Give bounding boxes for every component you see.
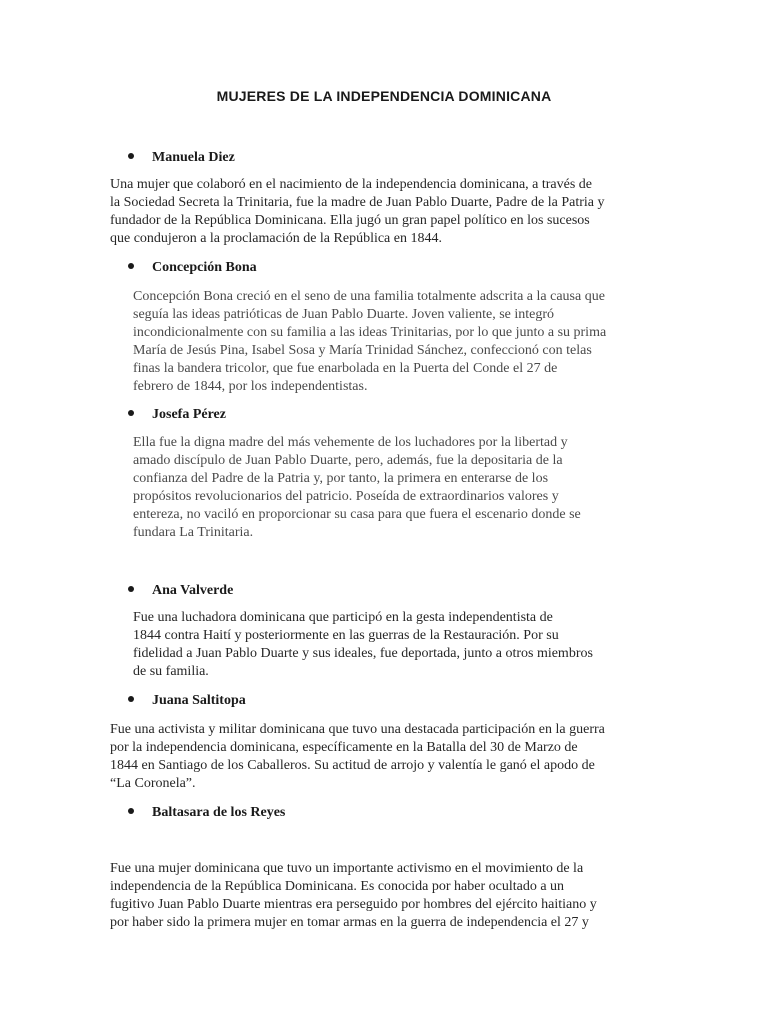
section-paragraph-ana-valverde: Fue una luchadora dominicana que participó en la gesta independentista de 1844 contra Haití y posteriormente en las guerras de la Restauración. Por su fidelidad a Juan Pablo Duarte y sus ideales, fue deportada, junto a otros miembros de su familia. — [133, 610, 593, 679]
section-heading-manuela-diez: Manuela Diez — [128, 149, 235, 167]
section-heading-josefa-perez: Josefa Pérez — [128, 406, 226, 424]
document-title: MUJERES DE LA INDEPENDENCIA DOMINICANA — [216, 88, 552, 104]
bullet-icon — [128, 153, 134, 159]
section-heading-baltasara-de-los-reyes: Baltasara de los Reyes — [128, 804, 285, 822]
bullet-icon — [128, 410, 134, 416]
section-paragraph-manuela-diez: Una mujer que colaboró en el nacimiento de la independencia dominicana, a través de la Sociedad Secreta la Trinitaria, fue la madre de Juan Pablo Duarte, Padre de la Patria y fundador de la República Dominicana. Ella jugó un gran papel político en los sucesos que condujeron a la proclamación de la República en 1844. — [110, 177, 605, 246]
section-paragraph-josefa-perez: Ella fue la digna madre del más vehemente de los luchadores por la libertad y amado discípulo de Juan Pablo Duarte, pero, además, fue la depositaria de la confianza del Padre de la Patria y, por tanto, la primera en enterarse de los propósitos revolucionarios del patricio. Poseída de extraordinarios valores y entereza, no vaciló en proporcionar su casa para que fuera el escenario donde se fundara La Trinitaria. — [133, 435, 581, 540]
section-heading-ana-valverde: Ana Valverde — [128, 582, 233, 600]
section-paragraph-concepcion-bona: Concepción Bona creció en el seno de una familia totalmente adscrita a la causa que seguía las ideas patrióticas de Juan Pablo Duarte. Joven valiente, se integró incondicionalmente con su familia a las ideas Trinitarias, por lo que junto a su prima María de Jesús Pina, Isabel Sosa y María Trinidad Sánchez, confeccionó con telas finas la bandera tricolor, que fue enarbolada en la Puerta del Conde el 27 de febrero de 1844, por los independentistas. — [133, 289, 607, 394]
section-heading-concepcion-bona: Concepción Bona — [128, 259, 257, 277]
bullet-icon — [128, 263, 134, 269]
section-heading-juana-saltitopa: Juana Saltitopa — [128, 692, 246, 710]
section-paragraph-juana-saltitopa: Fue una activista y militar dominicana que tuvo una destacada participación en la guerra por la independencia dominicana, específicamente en la Batalla del 30 de Marzo de 1844 en Santiago de los Caballeros. Su actitud de arrojo y valentía le ganó el apodo de “La Coronela”. — [110, 722, 605, 791]
bullet-icon — [128, 586, 134, 592]
bullet-icon — [128, 808, 134, 814]
bullet-icon — [128, 696, 134, 702]
section-paragraph-baltasara-de-los-reyes: Fue una mujer dominicana que tuvo un importante activismo en el movimiento de la independencia de la República Dominicana. Es conocida por haber ocultado a un fugitivo Juan Pablo Duarte mientras era perseguido por hombres del ejército haitiano y por haber sido la primera mujer en tomar armas en la guerra de independencia el 27 y — [110, 861, 597, 930]
